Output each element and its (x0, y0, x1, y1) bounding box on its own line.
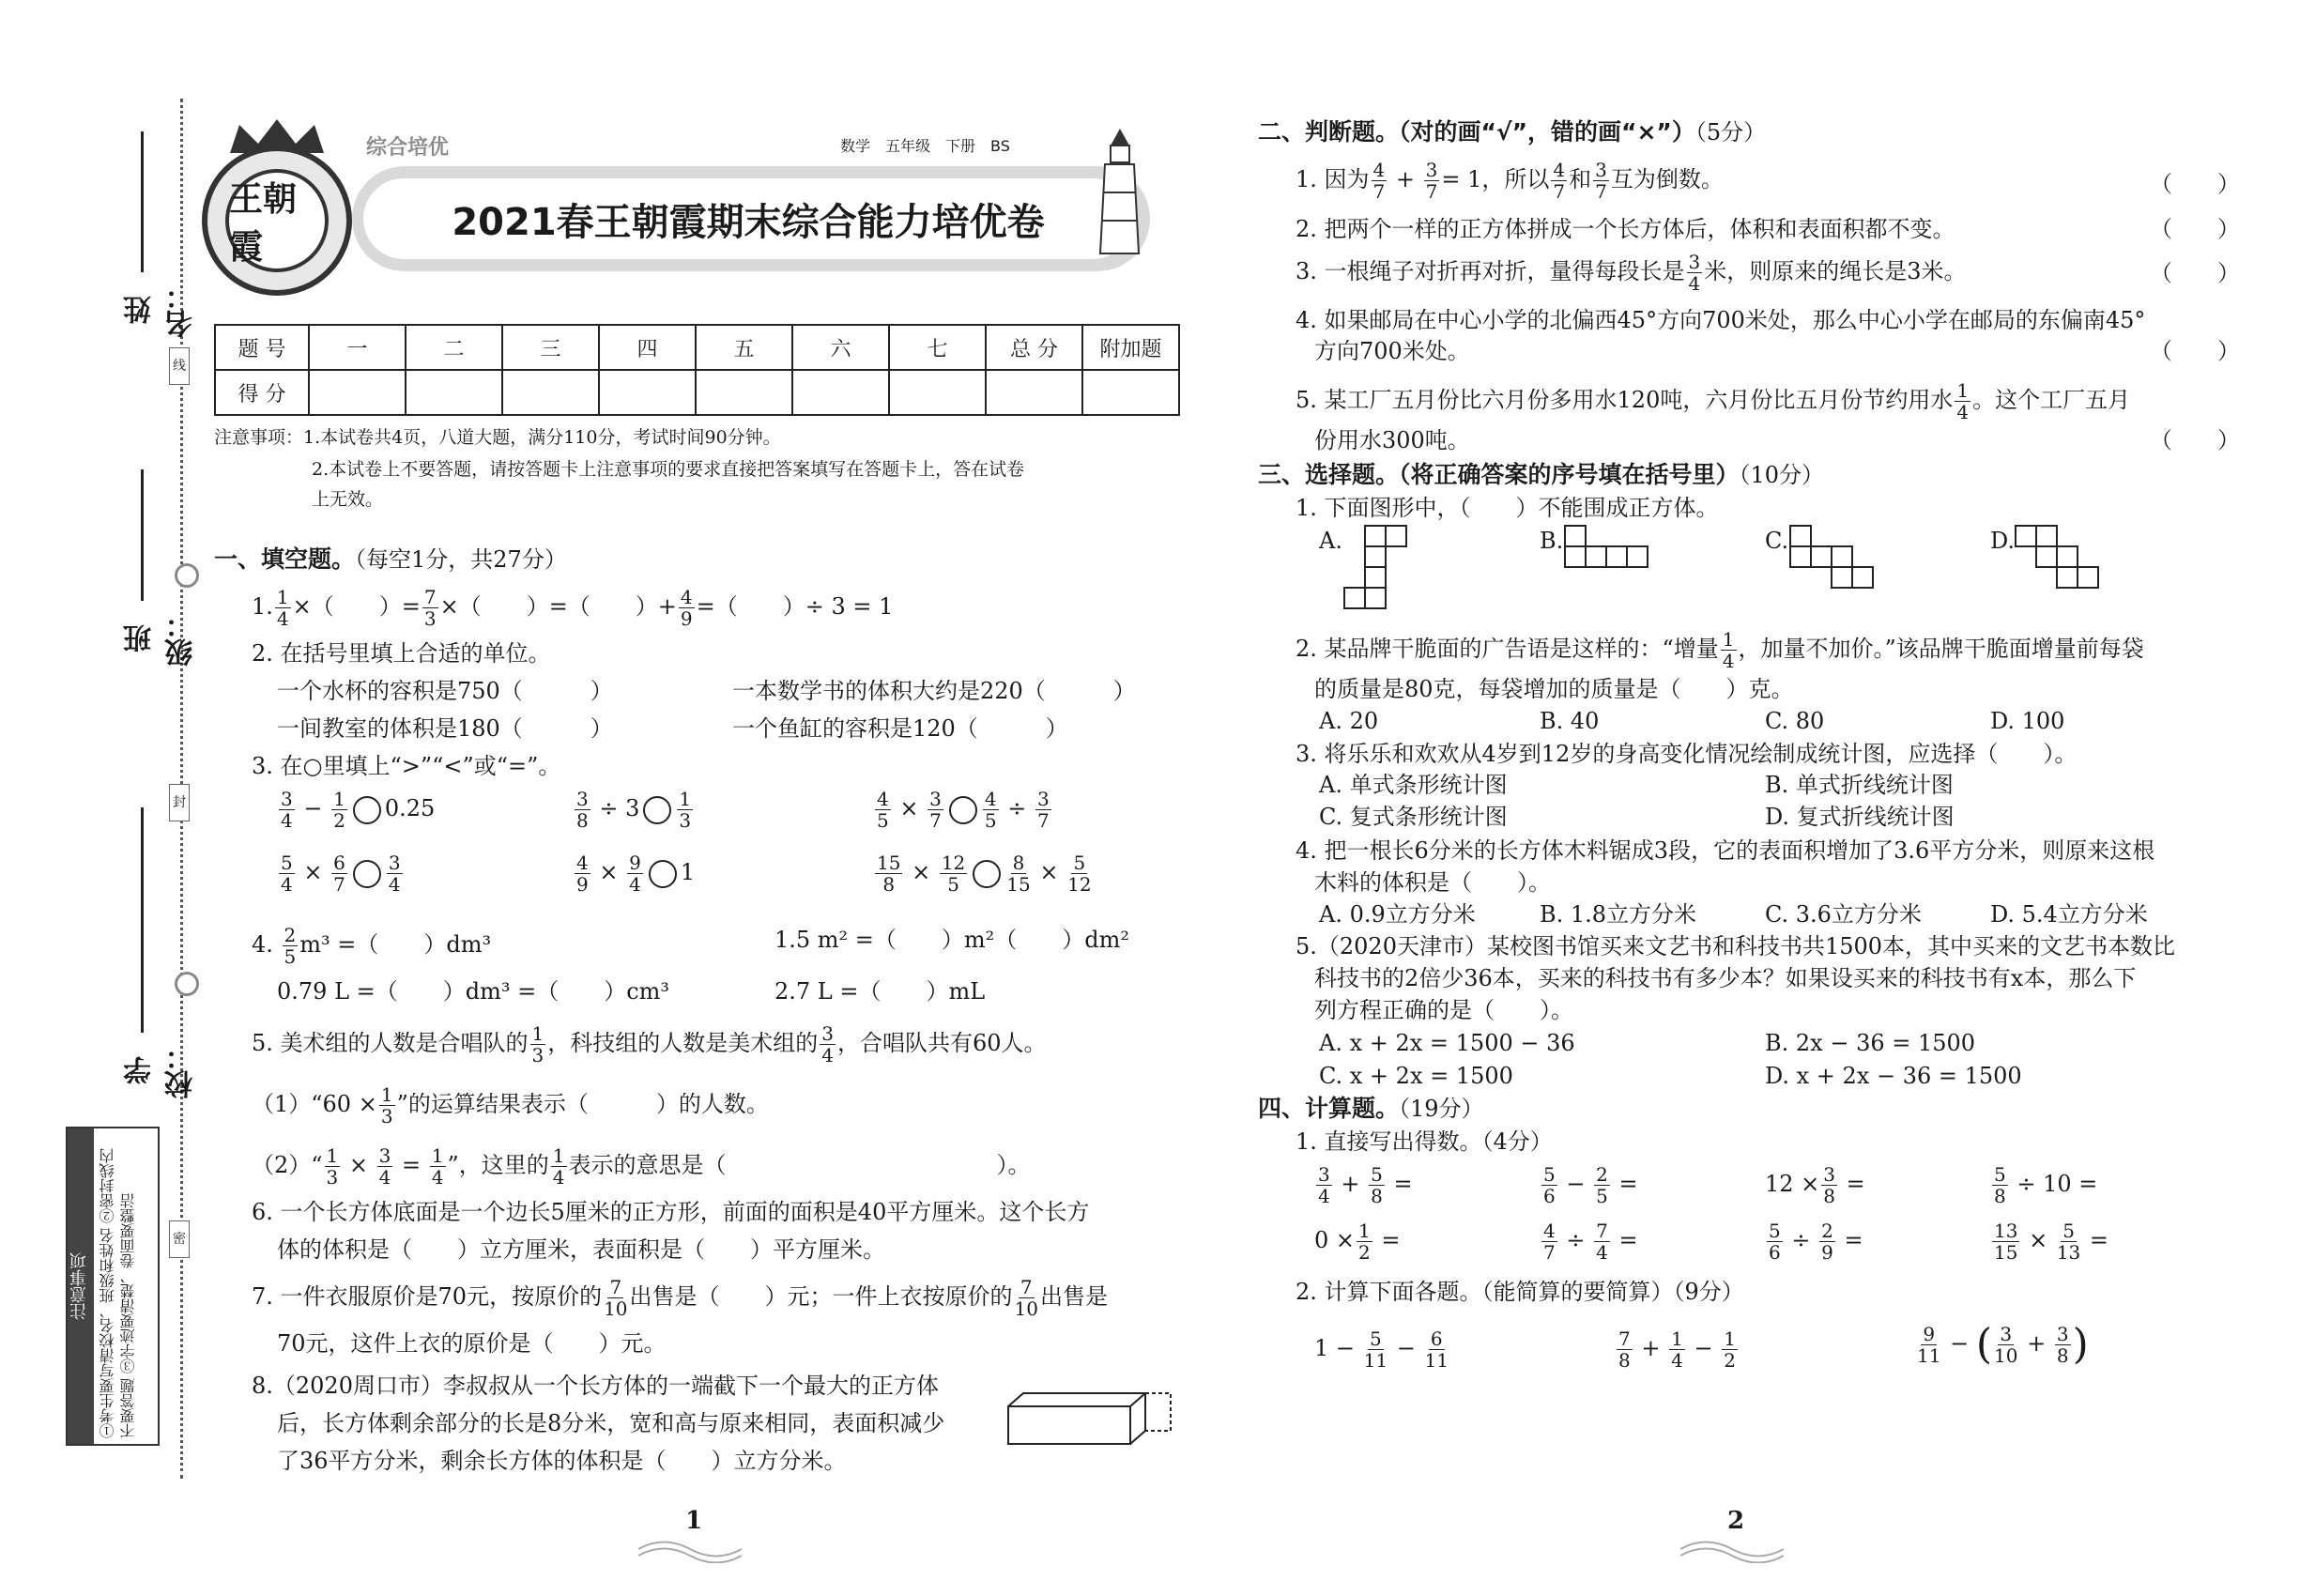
score-header: 题 号 (215, 325, 309, 370)
option-a[interactable]: A. x + 2x = 1500 − 36 (1319, 1030, 1575, 1056)
q2-1: 1. 因为 $\frac{4}{7}$ + $\frac{3}{7}$ = 1，所以 $\frac{4}{7}$ 和 $\frac{3}{7}$ 互为倒数。 (1296, 159, 1724, 203)
option-b[interactable]: B. 单式折线统计图 (1765, 772, 1954, 798)
q1-3c: $\frac{4}{5}$ × $\frac{3}{7}$ $\frac{4}{5}$ ÷ $\frac{3}{7}$ (877, 788, 1050, 832)
calc-item: $\frac{9}{11}$ − ( $\frac{3}{10}$ + $\frac{3}{8}$ ) (1917, 1320, 2089, 1369)
score-table (214, 324, 1180, 416)
score-cell[interactable] (889, 370, 986, 415)
blank-circle[interactable] (353, 860, 381, 888)
option-a[interactable]: A. 单式条形统计图 (1319, 772, 1508, 798)
net-figure-b (1563, 524, 1657, 571)
blank-circle[interactable] (949, 796, 977, 824)
score-cell[interactable] (792, 370, 889, 415)
section-2-heading: 二、判断题。（对的画“√”，错的画“×”）（5分） (1258, 118, 1767, 146)
calc-item: $\frac{4}{7}$ ÷ $\frac{7}{4}$ = (1543, 1220, 1638, 1264)
page-2 (1211, 0, 2300, 1596)
title-bar (352, 166, 1150, 271)
q2-4b: 方向700米处。 (1314, 338, 1470, 364)
calc-item: $\frac{3}{4}$ + $\frac{5}{8}$ = (1318, 1163, 1413, 1207)
school-field[interactable] (141, 807, 144, 1033)
calc-item: $\frac{13}{15}$ × $\frac{5}{13}$ = (1994, 1220, 2109, 1264)
brand-logo: 王朝霞 (202, 146, 352, 296)
q3-5b: 科技书的2倍少36本，买来的科技书有多少本？如果设买来的科技书有x本，那么下 (1314, 965, 2137, 991)
option-a[interactable]: A. (1319, 528, 1342, 554)
section-3-heading: 三、选择题。（将正确答案的序号填在括号里）（10分） (1258, 461, 1825, 488)
blank-circle[interactable] (973, 860, 1001, 888)
q3-4b: 木料的体积是（ ）。 (1314, 869, 1551, 896)
q3-4a: 4. 把一根长6分米的长方体木料锯成3段，它的表面积增加了3.6平方分米，则原来这根 (1296, 837, 2155, 864)
q3-5c: 列方程正确的是（ ）。 (1314, 997, 1573, 1023)
q2-4a: 4. 如果邮局在中心小学的北偏西45°方向700米处，那么中心小学在邮局的东偏南45° (1296, 307, 2146, 333)
q4-2: 2. 计算下面各题。（能简算的要简算）（9分） (1296, 1279, 1744, 1305)
score-header: 总 分 (986, 325, 1082, 370)
score-cell[interactable] (599, 370, 696, 415)
score-cell[interactable] (986, 370, 1082, 415)
side-notice-head: 注意事项 (68, 1128, 94, 1444)
net-figure-a (1342, 524, 1436, 610)
class-label: 班 级： (124, 610, 198, 667)
page-number: 2 (1727, 1507, 1745, 1535)
q1-3f: $\frac{15}{8}$ × $\frac{12}{5}$ $\frac{8}{15}$ × $\frac{5}{12}$ (877, 852, 1092, 896)
q3-1: 1. 下面图形中，（ ）不能围成正方体。 (1296, 495, 1719, 521)
option-c[interactable]: C. (1765, 528, 1789, 554)
score-header: 四 (599, 325, 696, 370)
subject-meta: 数学 五年级 下册 BS (840, 137, 1010, 155)
option-b[interactable]: B. (1540, 528, 1564, 554)
q1-3: 3. 在○里填上“>”“<”或“=”。 (252, 753, 561, 779)
q2-5a: 5. 某工厂五月份比六月份多用水120吨，六月份比五月份节约用水 $\frac{1}{4}$ 。这个工厂五月 (1296, 379, 2131, 423)
seal-mi-mark: 密 (169, 1220, 190, 1258)
option-d[interactable]: D. 5.4立方分米 (1990, 901, 2148, 928)
cuboid-figure (1006, 1389, 1175, 1446)
score-header: 五 (696, 325, 792, 370)
wave-ornament (638, 1535, 742, 1563)
blank-circle[interactable] (353, 796, 381, 824)
score-header: 附加题 (1082, 325, 1179, 370)
q1-7b: 70元，这件上衣的原价是（ ）元。 (277, 1330, 667, 1357)
calc-item: 12 × $\frac{3}{8}$ = (1765, 1163, 1865, 1207)
page-number: 1 (685, 1507, 703, 1535)
blank-circle[interactable] (649, 860, 677, 888)
answer-paren[interactable]: （ ） (2150, 216, 2240, 242)
school-label: 学 校： (124, 1042, 198, 1098)
option-d[interactable]: D. 复式折线统计图 (1765, 804, 1955, 830)
option-c[interactable]: C. 3.6立方分米 (1765, 901, 1922, 928)
q1-2d: 一个鱼缸的容积是120（ ） (732, 715, 1068, 742)
q1-3d: $\frac{5}{4}$ × $\frac{6}{7}$ $\frac{3}{4}$ (281, 852, 401, 896)
staple-icon (175, 563, 199, 588)
option-d[interactable]: D. 100 (1990, 708, 2065, 734)
q2-2: 2. 把两个一样的正方体拼成一个长方体后，体积和表面积都不变。 (1296, 216, 1955, 242)
calc-item: $\frac{5}{6}$ − $\frac{2}{5}$ = (1543, 1163, 1638, 1207)
q3-3: 3. 将乐乐和欢欢从4岁到12岁的身高变化情况绘制成统计图，应选择（ ）。 (1296, 741, 2078, 767)
header (202, 117, 1188, 277)
q1-2b: 一本数学书的体积大约是220（ ） (732, 678, 1136, 704)
q1-5-2: （2）“ $\frac{1}{3}$ × $\frac{3}{4}$ = $\frac{1}{4}$ ”，这里的 $\frac{1}{4}$ 表示的意思是（ ）。 (252, 1144, 1031, 1189)
q1-6b: 体的体积是（ ）立方厘米，表面积是（ ）平方厘米。 (277, 1236, 885, 1263)
option-a[interactable]: A. 0.9立方分米 (1319, 901, 1476, 928)
staple-icon (175, 972, 199, 996)
score-cell[interactable] (696, 370, 792, 415)
answer-paren[interactable]: （ ） (2150, 427, 2240, 453)
score-header: 七 (889, 325, 986, 370)
answer-paren[interactable]: （ ） (2150, 338, 2240, 364)
option-d[interactable]: D. x + 2x − 36 = 1500 (1765, 1063, 2022, 1089)
score-cell[interactable] (502, 370, 599, 415)
q3-2b: 的质量是80克，每袋增加的质量是（ ）克。 (1314, 676, 1794, 702)
q1-3a: $\frac{3}{4}$ − $\frac{1}{2}$ 0.25 (281, 788, 436, 832)
wave-ornament (1680, 1535, 1784, 1563)
q4-1: 1. 直接写出得数。（4分） (1296, 1128, 1553, 1155)
score-header: 一 (309, 325, 406, 370)
net-figure-c (1788, 524, 1892, 591)
score-cell[interactable] (309, 370, 406, 415)
exam-title: 2021春王朝霞期末综合能力培优卷 (363, 178, 1133, 259)
notice-line-1: 注意事项：1.本试卷共4页，八道大题，满分110分，考试时间90分钟。 (214, 427, 781, 448)
q1-8b: 后，长方体剩余部分的长是8分米，宽和高与原来相同，表面积减少 (277, 1410, 945, 1436)
calc-item: 1 − $\frac{5}{11}$ − $\frac{6}{11}$ (1314, 1327, 1449, 1372)
lighthouse-icon (1094, 127, 1145, 258)
q3-5a: 5.（2020天津市）某校图书馆买来文艺书和科技书共1500本，其中买来的文艺书本数比 (1296, 933, 2176, 959)
q1-5-1: （1）“60 × $\frac{1}{3}$ ”的运算结果表示（ ）的人数。 (252, 1083, 769, 1128)
q2-3: 3. 一根绳子对折再对折，量得每段长是 $\frac{3}{4}$ 米，则原来的绳长是3米。 (1296, 251, 1967, 295)
blank-circle[interactable] (643, 796, 671, 824)
score-row-label: 得 分 (215, 370, 309, 415)
calc-item: $\frac{5}{8}$ ÷ 10 = (1994, 1163, 2098, 1207)
score-header: 三 (502, 325, 599, 370)
q2-5b: 份用水300吨。 (1314, 427, 1470, 453)
notice-line-3: 上无效。 (312, 489, 384, 510)
q1-2c: 一间教室的体积是180（ ） (277, 715, 613, 742)
option-b[interactable]: B. 1.8立方分米 (1540, 901, 1697, 928)
answer-paren[interactable]: （ ） (2150, 171, 2240, 197)
q3-2a: 2. 某品牌干脆面的广告语是这样的：“增量 $\frac{1}{4}$ ，加量不加价。”该品牌干脆面增量前每袋 (1296, 628, 2144, 672)
q1-2: 2. 在括号里填上合适的单位。 (252, 640, 551, 667)
name-field[interactable] (141, 131, 144, 272)
notice-line-2: 2.本试卷上不要答题，请按答题卡上注意事项的要求直接把答案填写在答题卡上，答在试卷 (312, 459, 1025, 480)
calc-item: $\frac{5}{6}$ ÷ $\frac{2}{9}$ = (1769, 1220, 1863, 1264)
option-d[interactable]: D. (1990, 528, 2016, 554)
side-notice (66, 1127, 160, 1446)
q1-2a: 一个水杯的容积是750（ ） (277, 678, 613, 704)
section-4-heading: 四、计算题。（19分） (1258, 1095, 1484, 1122)
option-b[interactable]: B. 2x − 36 = 1500 (1765, 1030, 1976, 1056)
q1-4c: 0.79 L =（ ）dm³ =（ ）cm³ (277, 978, 670, 1005)
option-a[interactable]: A. 20 (1319, 708, 1379, 734)
q1-8a: 8.（2020周口市）李叔叔从一个长方体的一端截下一个最大的正方体 (252, 1373, 939, 1399)
score-cell[interactable] (1082, 370, 1179, 415)
seal-line-mark: 线 (169, 347, 190, 385)
q1-4d: 2.7 L =（ ）mL (774, 978, 986, 1005)
option-b[interactable]: B. 40 (1540, 708, 1600, 734)
score-header: 二 (406, 325, 502, 370)
net-figure-d (2014, 524, 2117, 591)
q1-7a: 7. 一件衣服原价是70元，按原价的 $\frac{7}{10}$ 出售是（ ）元；一件上衣按原价的 $\frac{7}{10}$ 出售是 (252, 1276, 1108, 1320)
option-c[interactable]: C. x + 2x = 1500 (1319, 1063, 1513, 1089)
section-tab: 综合培优 (366, 136, 450, 160)
calc-item: $\frac{7}{8}$ + $\frac{1}{4}$ − $\frac{1}{2}$ (1618, 1327, 1736, 1372)
q1-4b: 1.5 m² =（ ）m²（ ）dm² (774, 927, 1130, 953)
calc-item: 0 × $\frac{1}{2}$ = (1314, 1220, 1401, 1264)
name-label: 姓 名： (124, 282, 198, 338)
score-header: 六 (792, 325, 889, 370)
seal-feng-mark: 封 (169, 784, 190, 821)
q1-3b: $\frac{3}{8}$ ÷ 3 $\frac{1}{3}$ (576, 788, 692, 832)
class-field[interactable] (141, 469, 144, 601)
answer-paren[interactable]: （ ） (2150, 260, 2240, 286)
section-1-heading: 一、填空题。（每空1分，共27分） (214, 545, 567, 573)
q1-3e: $\frac{4}{9}$ × $\frac{9}{4}$ 1 (576, 852, 696, 896)
option-c[interactable]: C. 复式条形统计图 (1319, 804, 1508, 830)
q1-1: 1. $\frac{1}{4}$ ×（ ）= $\frac{7}{3}$ ×（ ）=（ ）+ $\frac{4}{9}$ =（ ）÷ 3 = 1 (252, 586, 894, 630)
side-notice-text: ①考生要写清校名、班级和姓名 ②密封线内不要答题 ③字迹要清楚、卷面要整洁 (99, 1147, 137, 1438)
score-cell[interactable] (406, 370, 502, 415)
q1-4a: 4. $\frac{2}{5}$ m³ =（ ）dm³ (252, 924, 492, 968)
option-c[interactable]: C. 80 (1765, 708, 1825, 734)
q1-8c: 了36平方分米，剩余长方体的体积是（ ）立方分米。 (277, 1448, 847, 1474)
q1-6a: 6. 一个长方体底面是一个边长5厘米的正方形，前面的面积是40平方厘米。这个长方 (252, 1199, 1090, 1225)
q1-5: 5. 美术组的人数是合唱队的 $\frac{1}{3}$ ，科技组的人数是美术组的 $\frac{3}{4}$ ，合唱队共有60人。 (252, 1022, 1047, 1067)
